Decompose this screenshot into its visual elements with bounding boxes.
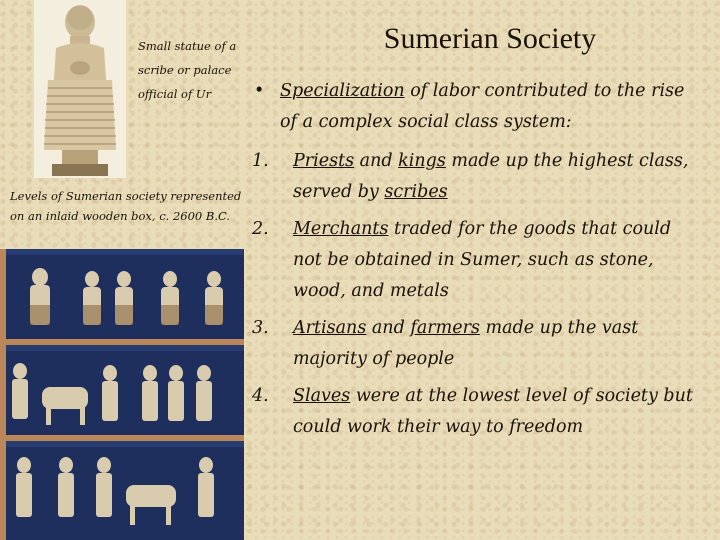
term-specialization: Specialization	[280, 81, 405, 101]
statue-caption: Small statue of a scribe or palace official of Ur	[138, 39, 237, 101]
term-kings: kings	[398, 151, 446, 171]
term-slaves: Slaves	[293, 386, 351, 406]
list-item	[252, 313, 702, 375]
slide-title: Sumerian Society	[383, 22, 597, 55]
term-farmers: farmers	[410, 318, 480, 338]
term-artisans: Artisans	[293, 318, 367, 338]
item-text: made up the vast majority of people	[293, 318, 639, 369]
item-text: traded for the goods that could not be obtained in Sumer, such as stone, wood, and metals	[293, 219, 672, 301]
list-number: 2.	[252, 219, 269, 239]
item-text: and	[354, 151, 399, 171]
item-text: were at the lowest level of society but could work their way to freedom	[293, 386, 693, 437]
term-scribes: scribes	[384, 182, 448, 202]
item-text: and	[366, 318, 411, 338]
term-merchants: Merchants	[293, 219, 389, 239]
list-number: 1.	[252, 151, 269, 171]
item-text: made up the highest class, served by	[293, 151, 689, 202]
standard-of-ur-image	[0, 249, 244, 540]
list-item	[252, 146, 702, 208]
term-priests: Priests	[293, 151, 355, 171]
list-item	[252, 214, 702, 307]
scribe-statue-image	[34, 0, 126, 178]
slide-content	[252, 76, 702, 449]
bullet-text: of labor contributed to the rise of a complex social class system:	[280, 81, 685, 132]
list-number: 3.	[252, 318, 269, 338]
list-number: 4.	[252, 386, 269, 406]
box-caption: Levels of Sumerian society represented on an inlaid wooden box, c. 2600 B.C.	[10, 189, 242, 223]
bullet-dot-icon: •	[254, 81, 265, 101]
bullet-item	[252, 76, 702, 138]
list-item	[252, 381, 702, 443]
